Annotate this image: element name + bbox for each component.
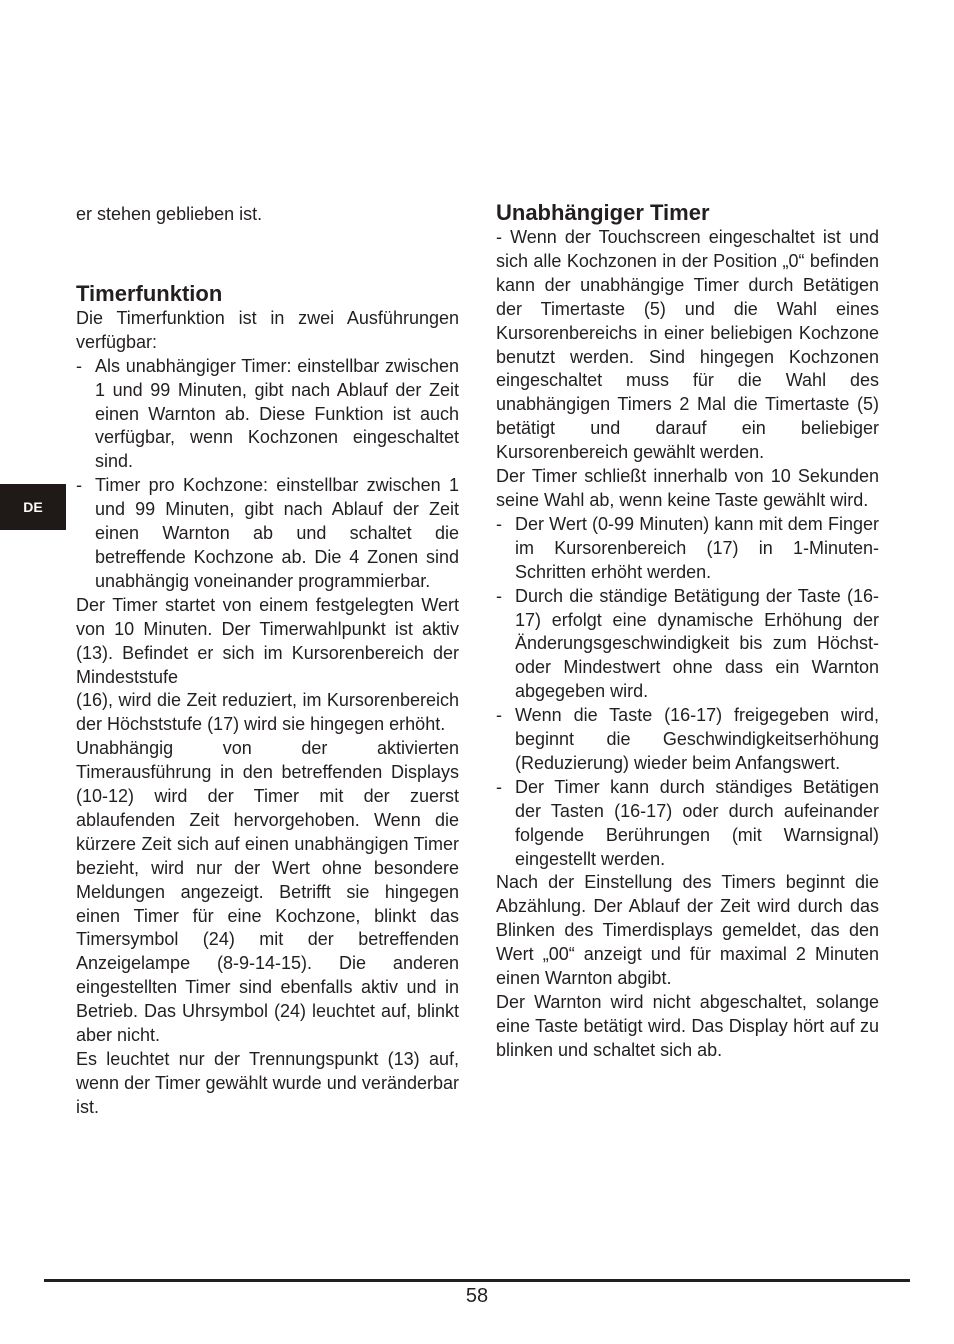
list-item: - Als unabhängiger Timer: einstellbar zwischen 1 und 99 Minuten, gibt nach Ablauf der Zeit einen Warnton ab. Diese Funktion ist auch verfügbar, wenn Kochzonen eingeschaltet sind.: [76, 355, 459, 475]
right-column: [496, 200, 879, 1063]
intro-paragraph: Die Timerfunktion ist in zwei Ausführungen verfügbar:: [76, 307, 459, 352]
body-paragraph: Der Timer startet von einem festgelegten Wert von 10 Minuten. Der Timerwahlpunkt ist aktiv (13). Befindet er sich im Kursorenbereich der Mindeststufe: [76, 594, 459, 687]
continuation-text: er stehen geblieben ist.: [76, 204, 263, 224]
page-number: 58: [465, 1285, 489, 1307]
language-tab: DE: [0, 484, 66, 530]
body-paragraph: Nach der Einstellung des Timers beginnt die Abzählung. Der Ablauf der Zeit wird durch das Blinken des Timerdisplays gemeldet, das den Wert „00“ anzeigt und für maximal 2 Minuten einen Warnton abgibt.: [496, 872, 879, 989]
body-paragraph: Der Warnton wird nicht abgeschaltet, solange eine Taste betätigt wird. Das Display hört auf zu blinken und schaltet sich ab.: [496, 992, 879, 1060]
list-item: - Durch die ständige Betätigung der Taste (16-17) erfolgt eine dynamische Erhöhung der Änderungsgeschwindigkeit bis zum Höchst- oder Mindestwert ohne dass ein Warnton abgegeben wird.: [496, 585, 879, 705]
body-paragraph: Der Timer schließt innerhalb von 10 Sekunden seine Wahl ab, wenn keine Taste gewählt wird.: [496, 466, 879, 510]
body-paragraph: Es leuchtet nur der Trennungspunkt (13) auf, wenn der Timer gewählt wurde und veränderbar ist.: [76, 1049, 459, 1117]
list-item: - Wenn die Taste (16-17) freigegeben wird, beginnt die Geschwindigkeitserhöhung (Reduzierung) wieder beim Anfangswert.: [496, 704, 879, 776]
body-paragraph: - Wenn der Touchscreen eingeschaltet ist und sich alle Kochzonen in der Position „0“ befinden kann der unabhängige Timer durch Betätigen der Timertaste (5) und die Wahl eines Kursorenbereichs in einer beliebigen Kochzone benutzt werden. Sind hingegen Kochzonen eingeschaltet muss für die Wahl des unabhängigen Timers 2 Mal die Timertaste (5) betätigt und darauf ein beliebiger Kursorenbereich gewählt werden.: [496, 227, 879, 463]
section-heading-timerfunktion: Timerfunktion: [76, 280, 223, 306]
list-item: - Der Wert (0-99 Minuten) kann mit dem Finger im Kursorenbereich (17) in 1-Minuten-Schritten erhöht werden.: [496, 513, 879, 585]
body-paragraph: Unabhängig von der aktivierten Timerausführung in den betreffenden Displays (10-12) wird der Timer mit der zuerst ablaufenden Zeit hervorgehoben. Wenn die kürzere Zeit sich auf einen unabhängigen Timer bezieht, wird nur der Wert ohne besondere Meldungen angezeigt. Betrifft sie hingegen einen Timer für eine Kochzone, blinkt das Timersymbol (24) mit der betreffenden Anzeigelampe (8-9-14-15). Die anderen eingestellten Timer sind ebenfalls aktiv und in Betrieb. Das Uhrsymbol (24) leuchtet auf, blinkt aber nicht.: [76, 738, 459, 1046]
spacer: [76, 227, 459, 281]
list-item: - Der Timer kann durch ständiges Betätigen der Tasten (16-17) oder durch aufeinander folgende Berührungen (mit Warnsignal) eingestellt werden.: [496, 776, 879, 872]
footer-rule: [44, 1279, 910, 1282]
left-column: [76, 203, 459, 1120]
section-heading-unabhaengiger-timer: Unabhängiger Timer: [496, 200, 710, 225]
timer-variants-list: [76, 355, 459, 594]
body-paragraph: (16), wird die Zeit reduziert, im Kursorenbereich der Höchststufe (17) wird sie hingegen erhöht.: [76, 690, 459, 735]
list-item: - Timer pro Kochzone: einstellbar zwischen 1 und 99 Minuten, gibt nach Ablauf der Zeit einen Warnton ab und schaltet die betreffende Kochzone ab. Die 4 Zonen sind unabhängig voneinander programmierbar.: [76, 474, 459, 594]
operation-list: [496, 513, 879, 872]
